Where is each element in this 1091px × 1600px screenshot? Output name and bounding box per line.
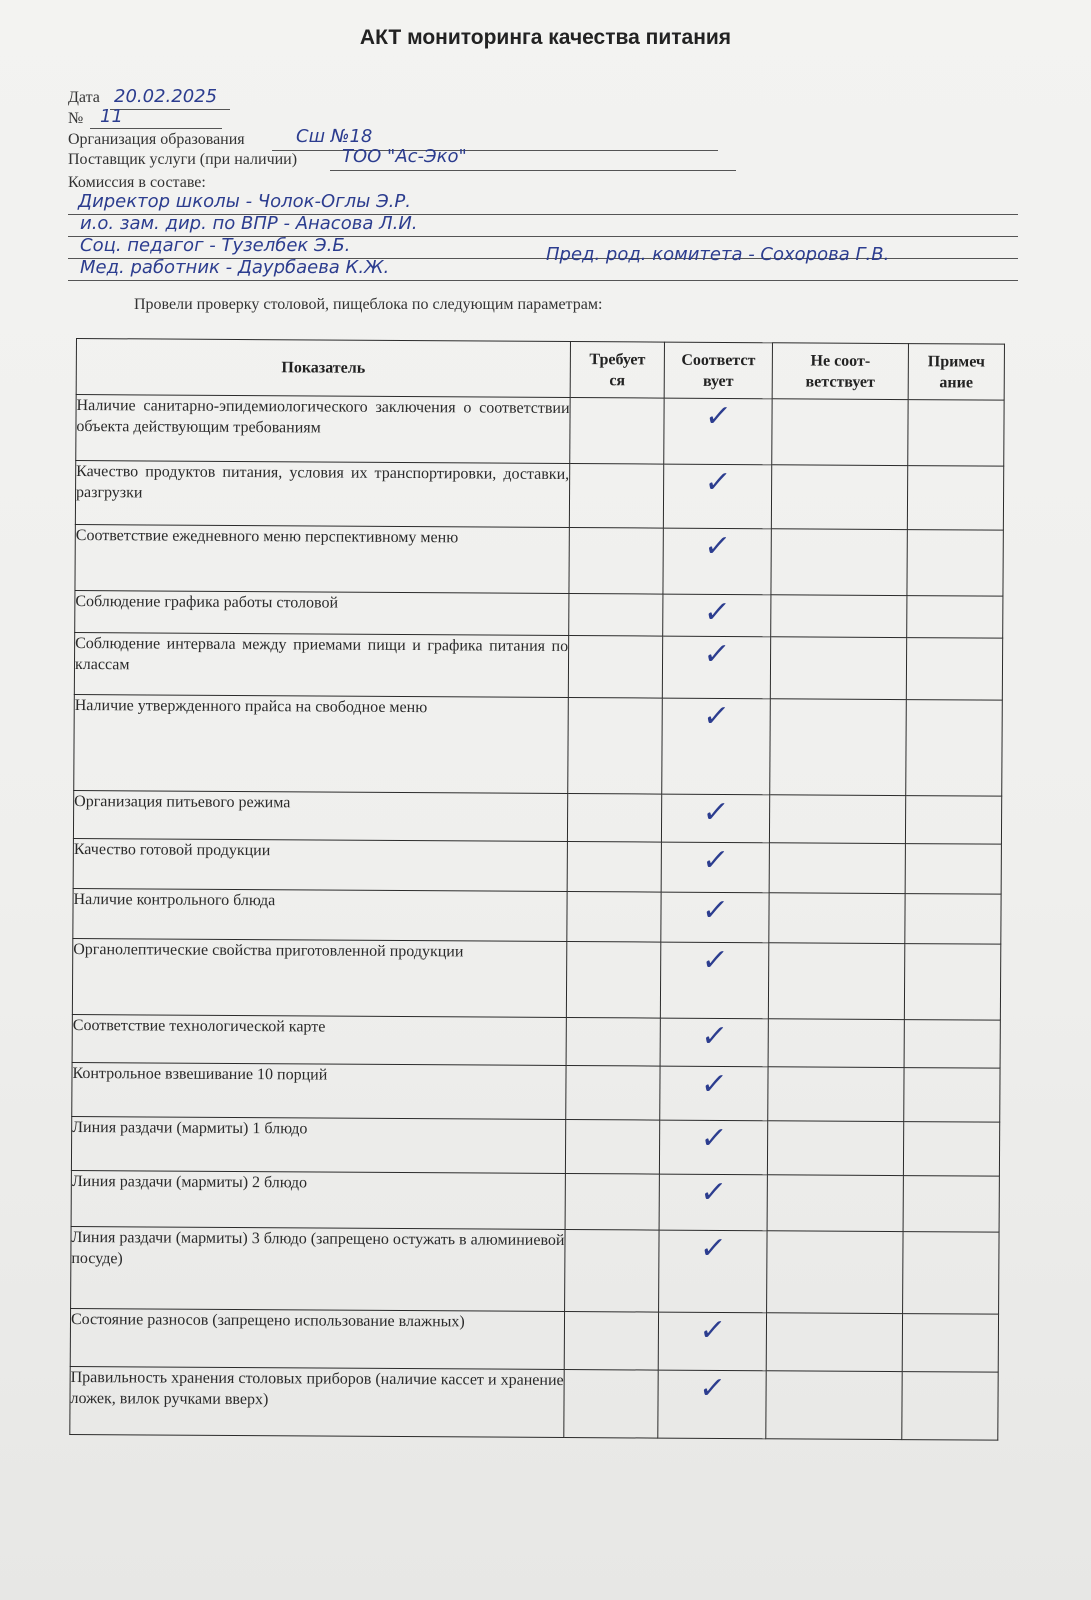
not-conforms-cell — [767, 1121, 903, 1176]
not-conforms-cell — [769, 795, 905, 844]
provider-value: ТОО "Ас-Эко" — [342, 146, 467, 167]
check-mark-icon: ✓ — [699, 1018, 730, 1054]
table-row — [75, 461, 1003, 531]
check-mark-icon: ✓ — [700, 794, 731, 830]
note-cell — [907, 530, 1003, 597]
required-cell — [565, 1120, 659, 1175]
indicator-cell: Соответствие технологической карте — [72, 1014, 566, 1065]
required-cell — [569, 464, 663, 529]
required-cell — [566, 942, 660, 1019]
required-cell — [565, 1174, 659, 1231]
indicator-cell: Контрольное взвешивание 10 порций — [72, 1062, 566, 1119]
table-row — [70, 1366, 998, 1440]
number-underline — [90, 128, 222, 129]
organization-value: Сш №18 — [296, 126, 373, 147]
required-cell — [565, 1230, 659, 1313]
check-mark-icon: ✓ — [701, 636, 732, 672]
not-conforms-cell — [767, 1175, 903, 1232]
check-mark-icon: ✓ — [698, 1174, 729, 1210]
note-cell — [906, 700, 1003, 797]
date-label: Дата — [68, 89, 100, 106]
not-conforms-cell — [769, 893, 905, 944]
required-cell — [564, 1312, 658, 1371]
not-conforms-cell — [771, 529, 907, 596]
required-cell — [564, 1370, 658, 1439]
header-indicator: Показатель — [76, 339, 570, 398]
table-row — [74, 694, 1003, 796]
organization-label: Организация образования — [68, 131, 245, 148]
table-row — [73, 888, 1001, 944]
indicator-cell: Соответствие ежедневного меню перспективному меню — [75, 524, 569, 593]
table-row — [72, 938, 1000, 1020]
conforms-cell — [663, 594, 771, 637]
table-row — [72, 1014, 1000, 1068]
required-cell — [567, 892, 661, 943]
not-conforms-cell — [767, 1231, 903, 1314]
monitoring-table — [69, 338, 1005, 1441]
conforms-cell — [664, 398, 772, 465]
required-cell — [568, 636, 662, 699]
document-title: АКТ мониторинга качества питания — [359, 26, 732, 49]
not-conforms-cell — [768, 1019, 904, 1068]
required-cell — [567, 794, 661, 843]
table-row — [74, 632, 1002, 700]
note-cell — [903, 1176, 999, 1233]
indicator-cell: Качество готовой продукции — [73, 838, 567, 891]
not-conforms-cell — [770, 699, 907, 796]
conforms-cell — [661, 892, 769, 943]
conforms-cell — [662, 698, 771, 795]
conforms-cell — [660, 942, 768, 1019]
not-conforms-cell — [766, 1371, 902, 1440]
table-row — [75, 590, 1003, 638]
check-mark-icon: ✓ — [696, 1370, 728, 1406]
indicator-cell: Наличие контрольного блюда — [73, 888, 567, 941]
indicator-cell: Наличие санитарно-эпидемиологического заключения о соответствии объекта действующим требованиям — [76, 395, 570, 464]
note-cell — [908, 400, 1004, 467]
header-conforms: Соответст вует — [664, 342, 772, 399]
table-row — [70, 1308, 998, 1372]
required-cell — [569, 594, 663, 637]
indicator-cell: Линия раздачи (мармиты) 3 блюдо (запрещено остужать в алюминиевой посуде) — [71, 1226, 565, 1311]
table-header-row — [76, 339, 1004, 401]
commission-member: Пред. род. комитета - Сохорова Г.В. — [546, 244, 890, 265]
note-cell — [907, 596, 1003, 639]
check-mark-icon: ✓ — [699, 892, 731, 928]
not-conforms-cell — [768, 1067, 904, 1122]
not-conforms-cell — [772, 399, 908, 466]
indicator-cell: Организация питьевого режима — [73, 790, 567, 841]
indicator-cell: Качество продуктов питания, условия их транспортировки, доставки, разгрузки — [75, 461, 569, 528]
check-mark-icon: ✓ — [699, 942, 730, 978]
conforms-cell — [658, 1370, 766, 1439]
conforms-cell — [658, 1312, 766, 1371]
date-underline — [110, 109, 230, 110]
indicator-cell: Линия раздачи (мармиты) 1 блюдо — [71, 1116, 565, 1173]
conforms-cell — [661, 842, 769, 893]
commission-line-4 — [68, 280, 1018, 281]
conforms-cell — [661, 794, 769, 843]
number-label: № — [68, 110, 84, 127]
note-cell — [905, 796, 1001, 845]
note-cell — [902, 1314, 998, 1373]
note-cell — [904, 944, 1000, 1021]
note-cell — [905, 894, 1001, 945]
check-mark-icon: ✓ — [702, 398, 734, 434]
note-cell — [906, 638, 1002, 701]
note-cell — [904, 1020, 1000, 1069]
commission-member: и.о. зам. дир. по ВПР - Анасова Л.И. — [80, 213, 418, 234]
commission-member: Директор школы - Чолок-Оглы Э.Р. — [78, 191, 411, 212]
indicator-cell: Правильность хранения столовых приборов (наличие кассет и хранение ложек, вилок ручками вверх) — [70, 1366, 564, 1437]
indicator-cell: Соблюдение графика работы столовой — [75, 590, 569, 635]
header-note: Примеч ание — [908, 344, 1004, 401]
check-mark-icon: ✓ — [700, 842, 731, 878]
required-cell — [570, 398, 664, 465]
check-mark-icon: ✓ — [701, 698, 732, 734]
check-mark-icon: ✓ — [701, 594, 732, 630]
indicator-cell: Состояние разносов (запрещено использование влажных) — [70, 1308, 564, 1369]
not-conforms-cell — [769, 843, 905, 894]
table-row — [71, 1116, 999, 1176]
note-cell — [904, 1068, 1000, 1123]
required-cell — [567, 842, 661, 893]
not-conforms-cell — [771, 595, 907, 638]
number-value: 11 — [100, 106, 123, 127]
conforms-cell — [663, 528, 771, 595]
conforms-cell — [659, 1120, 767, 1175]
table-row — [73, 838, 1001, 894]
not-conforms-cell — [771, 465, 907, 530]
indicator-cell: Органолептические свойства приготовленной продукции — [72, 938, 566, 1017]
check-mark-icon: ✓ — [697, 1230, 729, 1266]
header-not-conforms: Не соот- ветствует — [772, 343, 908, 400]
required-cell — [568, 698, 663, 795]
conforms-cell — [663, 464, 771, 529]
check-mark-icon: ✓ — [698, 1120, 729, 1156]
required-cell — [566, 1018, 660, 1067]
indicator-cell: Соблюдение интервала между приемами пищи и графика питания по классам — [74, 632, 568, 697]
not-conforms-cell — [766, 1313, 902, 1372]
note-cell — [902, 1372, 998, 1441]
table-row — [76, 395, 1004, 467]
indicator-cell: Наличие утвержденного прайса на свободное меню — [74, 694, 569, 793]
table-row — [71, 1170, 999, 1232]
provider-underline — [330, 170, 736, 171]
check-mark-icon: ✓ — [698, 1066, 730, 1102]
organization-underline — [272, 150, 718, 151]
table-row — [73, 790, 1001, 844]
required-cell — [566, 1066, 660, 1121]
intro-text: Провели проверку столовой, пищеблока по следующим параметрам: — [134, 296, 603, 313]
indicator-cell: Линия раздачи (мармиты) 2 блюдо — [71, 1170, 565, 1229]
commission-member: Мед. работник - Даурбаева К.Ж. — [80, 257, 390, 278]
not-conforms-cell — [770, 637, 906, 700]
note-cell — [903, 1122, 999, 1177]
provider-label: Поставщик услуги (при наличии) — [68, 151, 298, 168]
conforms-cell — [659, 1174, 767, 1231]
commission-label: Комиссия в составе: — [68, 174, 206, 191]
note-cell — [903, 1232, 999, 1315]
table-row — [72, 1062, 1000, 1122]
not-conforms-cell — [768, 943, 904, 1020]
check-mark-icon: ✓ — [702, 464, 733, 500]
note-cell — [905, 844, 1001, 895]
required-cell — [569, 528, 663, 595]
note-cell — [907, 466, 1003, 531]
conforms-cell — [659, 1230, 767, 1313]
conforms-cell — [662, 636, 770, 699]
date-value: 20.02.2025 — [114, 86, 218, 107]
header-required: Требует ся — [570, 342, 664, 399]
commission-member: Соц. педагог - Тузелбек Э.Б. — [80, 235, 351, 256]
conforms-cell — [660, 1018, 768, 1067]
check-mark-icon: ✓ — [697, 1312, 728, 1348]
table-row — [71, 1226, 999, 1314]
check-mark-icon: ✓ — [702, 528, 733, 564]
table-row — [75, 524, 1003, 596]
conforms-cell — [660, 1066, 768, 1121]
